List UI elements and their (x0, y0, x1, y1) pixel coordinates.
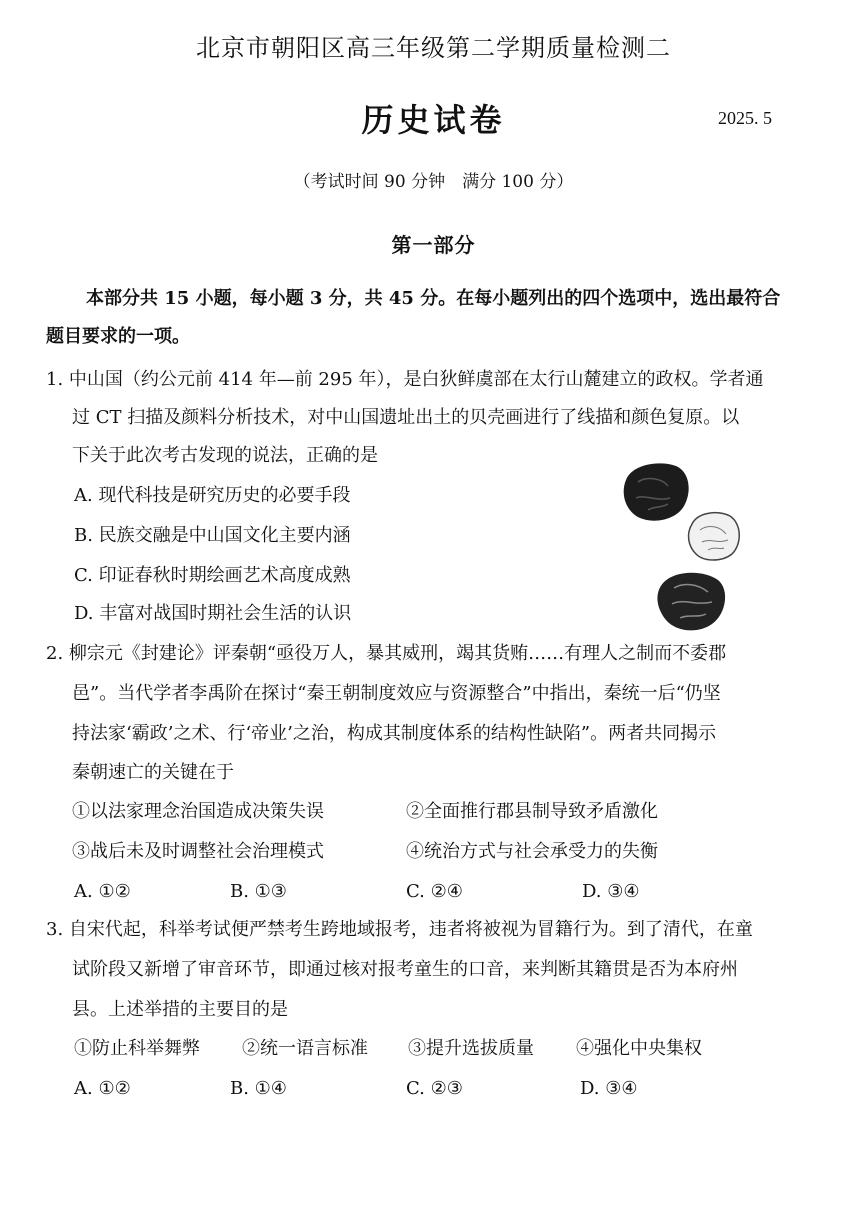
q2-item-2: ②全面推行郡县制导致矛盾激化 (406, 801, 658, 822)
q3-option-b: B. ①④ (230, 1078, 287, 1099)
q3-item-1: ①防止科举舞弊 (74, 1038, 200, 1059)
exam-date: 2025. 5 (718, 108, 772, 128)
q3-stem-line-1: 3. 自宋代起，科举考试便严禁考生跨地域报考，违者将被视为冒籍行为。到了清代，在童 (46, 919, 753, 940)
q2-stem-line-2: 邑”。当代学者李禹阶在探讨“秦王朝制度效应与资源整合”中指出，秦统一后“仍坚 (72, 683, 721, 704)
part-intro-line-1: 本部分共 15 小题，每小题 3 分，共 45 分。在每小题列出的四个选项中，选出最符合 (86, 288, 781, 309)
q3-stem-line-3: 县。上述举措的主要目的是 (72, 999, 288, 1020)
part-intro-line-2: 题目要求的一项。 (46, 326, 190, 347)
q3-stem-line-2: 试阶段又新增了审音环节，即通过核对报考童生的口音，来判断其籍贯是否为本府州 (72, 959, 738, 980)
q1-option-b: B. 民族交融是中山国文化主要内涵 (74, 525, 351, 546)
q2-item-1: ①以法家理念治国造成决策失误 (72, 801, 324, 822)
part-title: 第一部分 (391, 233, 476, 257)
q3-item-2: ②统一语言标准 (242, 1038, 368, 1059)
shell-paintings-image (618, 458, 743, 638)
q2-option-b: B. ①③ (230, 881, 287, 902)
q2-option-c: C. ②④ (406, 881, 463, 902)
q3-item-3: ③提升选拔质量 (408, 1038, 534, 1059)
q3-option-d: D. ③④ (580, 1078, 638, 1099)
q2-option-d: D. ③④ (582, 881, 640, 902)
exam-name: 北京市朝阳区高三年级第二学期质量检测二 (196, 34, 671, 62)
q1-stem-line-3: 下关于此次考古发现的说法，正确的是 (72, 445, 378, 466)
q3-option-c: C. ②③ (406, 1078, 463, 1099)
q1-option-a: A. 现代科技是研究历史的必要手段 (74, 485, 351, 506)
exam-time-info: （考试时间 90 分钟 满分 100 分） (293, 172, 574, 192)
q3-item-4: ④强化中央集权 (576, 1038, 702, 1059)
q2-stem-line-3: 持法家‘霸政’之术、行‘帝业’之治，构成其制度体系的结构性缺陷”。两者共同揭示 (72, 723, 717, 744)
q1-stem-line-1: 1. 中山国（约公元前 414 年—前 295 年），是白狄鲜虞部在太行山麓建立的政权。学者通 (46, 369, 764, 390)
q2-stem-line-4: 秦朝速亡的关键在于 (72, 762, 234, 783)
subject-title: 历史试卷 (361, 101, 506, 139)
q1-stem-line-2: 过 CT 扫描及颜料分析技术，对中山国遗址出土的贝壳画进行了线描和颜色复原。以 (72, 407, 740, 428)
q2-item-4: ④统治方式与社会承受力的失衡 (406, 841, 658, 862)
q1-option-d: D. 丰富对战国时期社会生活的认识 (74, 603, 352, 624)
q1-option-c: C. 印证春秋时期绘画艺术高度成熟 (74, 565, 351, 586)
q2-item-3: ③战后未及时调整社会治理模式 (72, 841, 324, 862)
q2-option-a: A. ①② (74, 881, 131, 902)
q2-stem-line-1: 2. 柳宗元《封建论》评秦朝“亟役万人，暴其威刑，竭其货贿……有理人之制而不委郡 (46, 643, 727, 664)
q3-option-a: A. ①② (74, 1078, 131, 1099)
